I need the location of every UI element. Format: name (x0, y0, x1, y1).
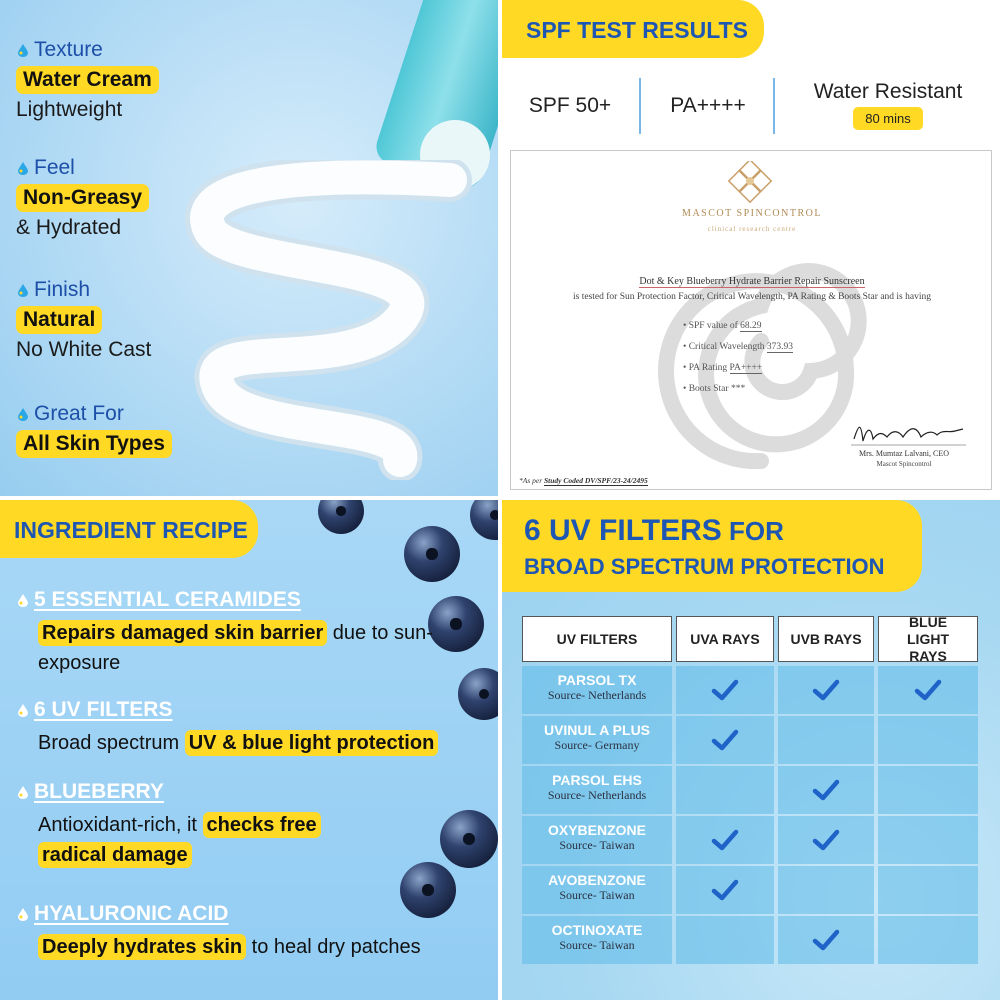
filter-source: Source- Taiwan (559, 938, 635, 952)
filter-name: OCTINOXATE (551, 922, 643, 938)
uv-heading: 6 UV FILTERS FOR BROAD SPECTRUM PROTECTION (502, 500, 922, 592)
divider (773, 78, 775, 134)
ingredient-uv-filters (16, 698, 438, 758)
feature-highlight: Water Cream (16, 66, 159, 94)
cream-swirl-image (150, 160, 490, 480)
ingredient-panel (0, 500, 498, 1000)
ingredient-title: BLUEBERRY (34, 780, 164, 803)
ingredient-blueberry (16, 780, 321, 870)
certificate-subtitle: clinical research centre (707, 225, 797, 233)
certificate-results-list (683, 316, 793, 400)
ingredient-title: 5 ESSENTIAL CERAMIDES (34, 588, 301, 611)
pa-value: PA++++ (670, 94, 746, 117)
ingredient-description: Deeply hydrates skin to heal dry patches (16, 932, 421, 962)
table-cell (878, 716, 978, 764)
feature-title: Texture (34, 38, 103, 61)
ingredient-ceramides (16, 588, 498, 678)
uvb-check-icon (812, 928, 840, 952)
ingredient-title: 6 UV FILTERS (34, 698, 173, 721)
table-row (522, 816, 672, 864)
ingredient-heading: INGREDIENT RECIPE (0, 500, 258, 558)
filter-name: UVINUL A PLUS (543, 722, 651, 738)
filter-source: Source- Taiwan (559, 888, 635, 902)
filter-source: Source- Germany (554, 738, 640, 752)
uv-filters-panel (502, 500, 1000, 1000)
water-resistant (788, 72, 988, 134)
spf-results-row (502, 72, 1000, 142)
filter-source: Source- Taiwan (559, 838, 635, 852)
list-item: • Critical Wavelength 373.93 (683, 342, 794, 352)
droplet-icon (16, 593, 30, 607)
signatory-name: Mrs. Mumtaz Lalvani, CEO (859, 449, 949, 458)
table-cell (878, 816, 978, 864)
table-cell (676, 766, 774, 814)
droplet-icon (16, 283, 30, 297)
uvb-check-icon (812, 678, 840, 702)
uva-check-icon (711, 828, 739, 852)
blueberry-image (440, 810, 498, 868)
feature-texture (16, 38, 159, 122)
ingredient-description: Broad spectrum UV & blue light protection (16, 728, 438, 758)
column-header: UV FILTERS (522, 616, 672, 662)
list-item: • SPF value of 68.29 (683, 321, 762, 331)
table-cell (878, 916, 978, 964)
signature-image (851, 419, 966, 447)
droplet-icon (16, 703, 30, 717)
uva-check-icon (711, 728, 739, 752)
list-item: • Boots Star *** (683, 384, 746, 394)
filter-name: OXYBENZONE (547, 822, 646, 838)
feature-detail: & Hydrated (16, 216, 122, 239)
texture-panel (0, 0, 498, 496)
ingredient-title: HYALURONIC ACID (34, 902, 229, 925)
feature-title: Feel (34, 156, 75, 179)
blueberry-image (404, 526, 460, 582)
filter-name: PARSOL TX (557, 672, 637, 688)
column-header: BLUE LIGHT RAYS (878, 616, 978, 662)
feature-detail: No White Cast (16, 338, 152, 361)
feature-detail: Lightweight (16, 98, 123, 121)
feature-highlight: Non-Greasy (16, 184, 149, 212)
ingredient-hyaluronic-acid (16, 902, 421, 962)
table-cell (878, 866, 978, 914)
water-resistant-badge: 80 mins (853, 107, 923, 130)
droplet-icon (16, 785, 30, 799)
column-header: UVB RAYS (778, 616, 874, 662)
droplet-icon (16, 43, 30, 57)
filter-source: Source- Netherlands (547, 688, 647, 702)
table-row (522, 666, 672, 714)
mascot-logo-icon (721, 161, 779, 211)
ingredient-description: Repairs damaged skin barrier due to sun-exposure (38, 622, 433, 674)
blueberry-image (470, 500, 498, 540)
certificate-description: is tested for Sun Protection Factor, Critical Wavelength, PA Rating & Boots Star and is having (573, 292, 931, 302)
table-cell (778, 866, 874, 914)
blue-light-check-icon (914, 678, 942, 702)
certificate-brand: MASCOT SPINCONTROL (682, 208, 822, 219)
table-cell (878, 766, 978, 814)
table-row (522, 866, 672, 914)
uva-check-icon (711, 678, 739, 702)
uvb-check-icon (812, 828, 840, 852)
signatory-org: Mascot Spincontrol (876, 460, 932, 468)
table-row (522, 916, 672, 964)
filter-name: PARSOL EHS (552, 772, 642, 788)
table-row (522, 766, 672, 814)
feature-feel (16, 156, 149, 240)
spf-value: SPF 50+ (528, 94, 612, 117)
study-reference: *As per Study Coded DV/SPF/23-24/2495 (519, 476, 648, 485)
feature-highlight: Natural (16, 306, 102, 334)
feature-title: Finish (34, 278, 91, 301)
list-item: • PA Rating PA++++ (683, 363, 763, 373)
certificate-product: Dot & Key Blueberry Hydrate Barrier Repair Sunscreen (639, 276, 865, 287)
filter-name: AVOBENZONE (548, 872, 646, 888)
divider (639, 78, 641, 134)
feature-great-for (16, 402, 172, 458)
droplet-icon (16, 907, 30, 921)
feature-highlight: All Skin Types (16, 430, 172, 458)
feature-title: Great For (34, 402, 124, 425)
table-row (522, 716, 672, 764)
filter-source: Source- Netherlands (547, 788, 647, 802)
droplet-icon (16, 407, 30, 421)
table-cell (676, 916, 774, 964)
uvb-check-icon (812, 778, 840, 802)
column-header: UVA RAYS (676, 616, 774, 662)
droplet-icon (16, 161, 30, 175)
spf-results-panel (502, 0, 1000, 496)
spf-heading: SPF TEST RESULTS (502, 0, 764, 58)
ingredient-description: Antioxidant-rich, it checks free radical damage (16, 810, 321, 870)
uva-check-icon (711, 878, 739, 902)
feature-finish (16, 278, 151, 362)
water-resistant-label: Water Resistant (813, 80, 963, 103)
lab-certificate (510, 150, 992, 490)
blueberry-image (318, 500, 364, 534)
table-cell (778, 716, 874, 764)
